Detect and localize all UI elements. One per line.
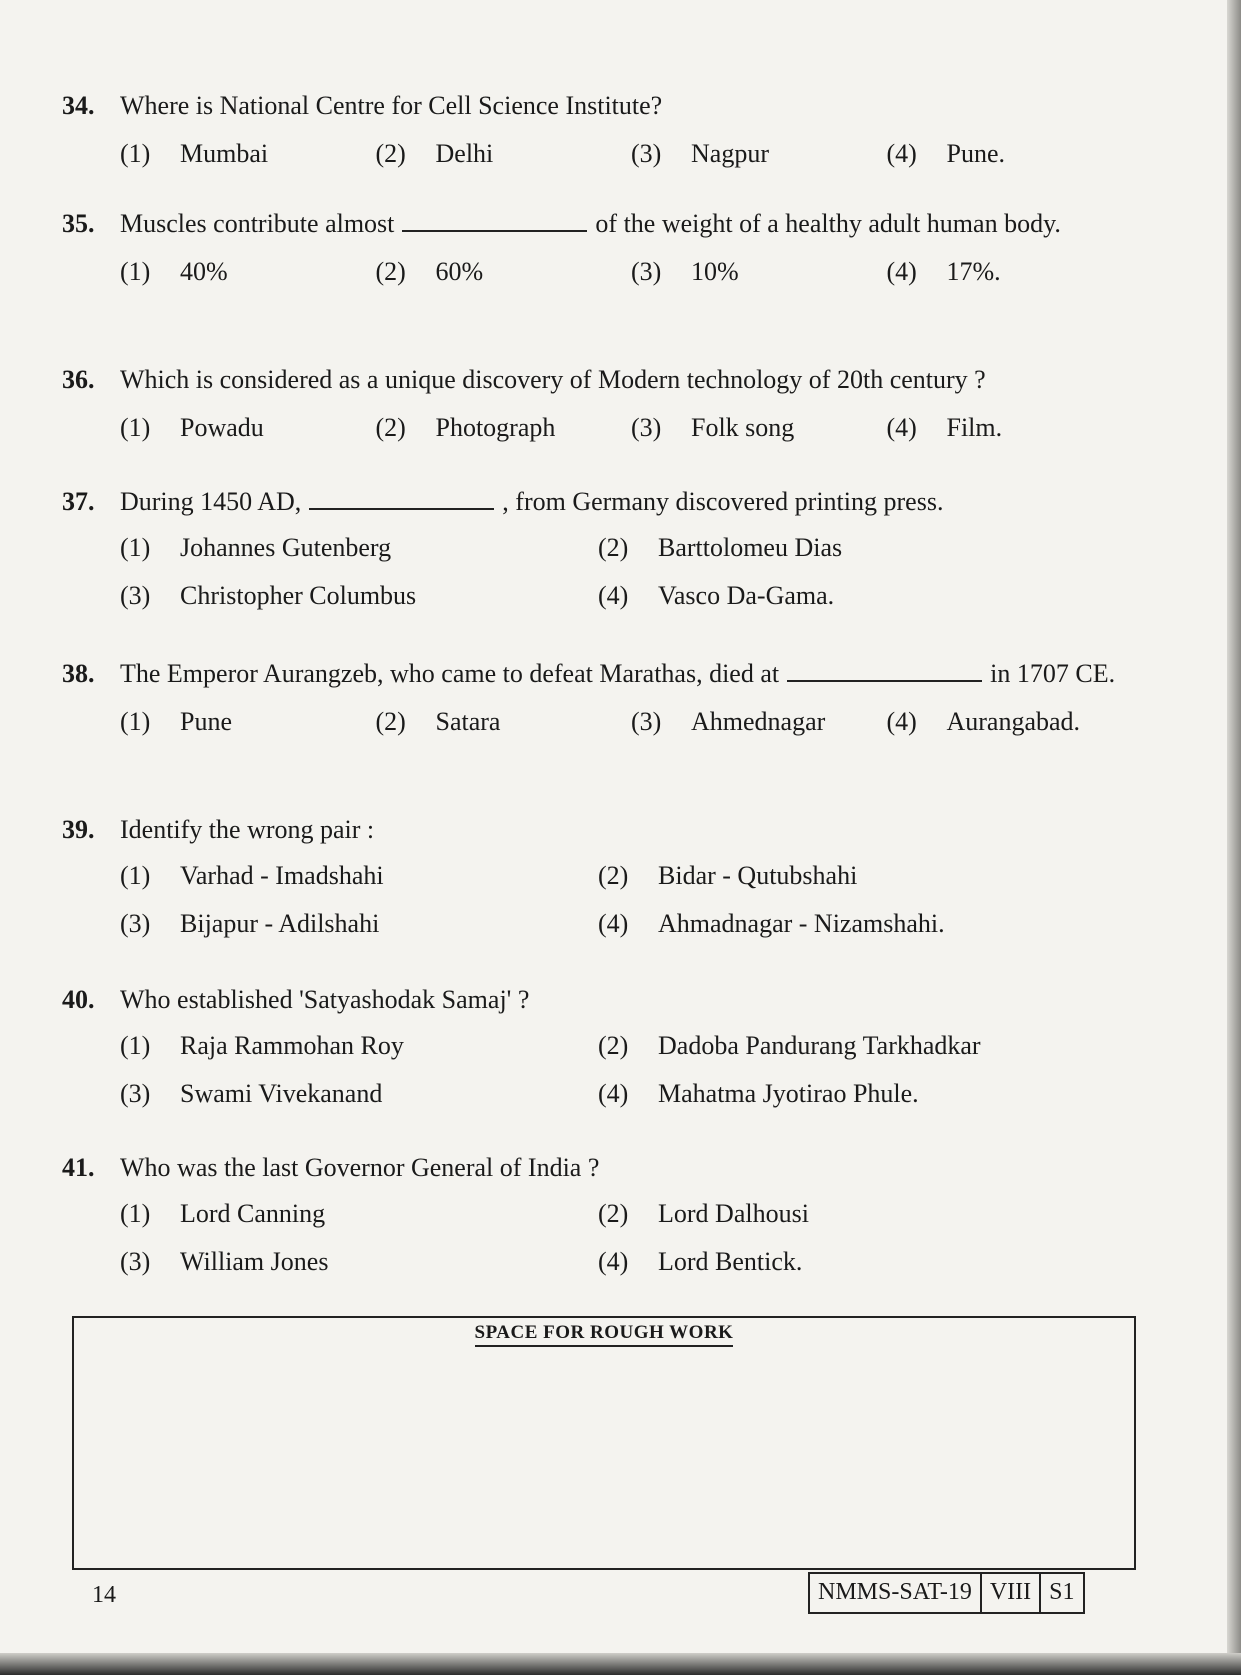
option-4: (4) Mahatma Jyotirao Phule.	[598, 1079, 919, 1108]
page-edge-shadow	[1227, 0, 1241, 1675]
option-2: (2) Lord Dalhousi	[598, 1199, 809, 1228]
page-bottom-shadow	[0, 1653, 1241, 1675]
answer-blank	[787, 660, 982, 682]
option-2: (2) Dadoba Pandurang Tarkhadkar	[598, 1031, 981, 1060]
question-number: 40.	[62, 985, 95, 1014]
paper-code-box	[808, 1572, 1085, 1614]
option-3: (3) 10%	[631, 257, 739, 286]
rough-work-area	[72, 1316, 1136, 1570]
rough-work-title: SPACE FOR ROUGH WORK	[74, 1322, 1134, 1344]
question-text: Identify the wrong pair :	[120, 815, 375, 844]
question-39	[62, 812, 1142, 942]
options	[120, 1196, 1142, 1280]
option-4: (4) Vasco Da-Gama.	[598, 581, 835, 610]
question-text: During 1450 AD, , from Germany discovered printing press.	[120, 487, 944, 516]
options	[120, 858, 1142, 942]
paper-set: S1	[1039, 1574, 1082, 1612]
option-3: (3) Nagpur	[631, 139, 769, 168]
question-41	[62, 1150, 1142, 1280]
question-text: Muscles contribute almost of the weight of a healthy adult human body.	[120, 209, 1061, 238]
option-4: (4) Pune.	[886, 139, 1005, 168]
option-4: (4) 17%.	[886, 257, 1001, 286]
option-1: (1) Lord Canning	[120, 1199, 326, 1228]
question-text: Who was the last Governor General of India ?	[120, 1153, 600, 1182]
option-2: (2) Delhi	[375, 139, 494, 168]
page-number: 14	[92, 1582, 116, 1608]
options	[120, 410, 1142, 446]
question-number: 35.	[62, 209, 95, 238]
option-1: (1) Raja Rammohan Roy	[120, 1031, 404, 1060]
options	[120, 704, 1142, 740]
question-text: Which is considered as a unique discovery of Modern technology of 20th century ?	[120, 365, 986, 394]
question-34	[62, 88, 1142, 172]
question-number: 37.	[62, 487, 95, 516]
option-4: (4) Aurangabad.	[886, 707, 1081, 736]
option-4: (4) Ahmadnagar - Nizamshahi.	[598, 909, 945, 938]
question-37	[62, 484, 1142, 614]
option-4: (4) Film.	[886, 413, 1003, 442]
option-1: (1) Powadu	[120, 413, 264, 442]
question-number: 39.	[62, 815, 95, 844]
answer-blank	[402, 210, 587, 232]
option-3: (3) Bijapur - Adilshahi	[120, 909, 380, 938]
option-3: (3) Swami Vivekanand	[120, 1079, 383, 1108]
option-2: (2) 60%	[375, 257, 484, 286]
option-3: (3) Folk song	[631, 413, 795, 442]
option-2: (2) Satara	[375, 707, 501, 736]
option-3: (3) William Jones	[120, 1247, 329, 1276]
question-text: Who established 'Satyashodak Samaj' ?	[120, 985, 530, 1014]
question-number: 34.	[62, 91, 95, 120]
option-1: (1) Mumbai	[120, 139, 269, 168]
option-1: (1) 40%	[120, 257, 228, 286]
options	[120, 254, 1142, 290]
option-3: (3) Ahmednagar	[631, 707, 826, 736]
paper-code: NMMS-SAT-19	[818, 1579, 972, 1605]
option-2: (2) Photograph	[375, 413, 556, 442]
question-text: Where is National Centre for Cell Science Institute?	[120, 91, 663, 120]
question-number: 36.	[62, 365, 95, 394]
paper-class: VIII	[980, 1574, 1039, 1612]
options	[120, 530, 1142, 614]
question-number: 41.	[62, 1153, 95, 1182]
option-2: (2) Bidar - Qutubshahi	[598, 861, 858, 890]
option-2: (2) Barttolomeu Dias	[598, 533, 843, 562]
option-1: (1) Pune	[120, 707, 232, 736]
question-38	[62, 656, 1142, 740]
option-1: (1) Varhad - Imadshahi	[120, 861, 384, 890]
options	[120, 1028, 1142, 1112]
answer-blank	[309, 488, 494, 510]
question-40	[62, 982, 1142, 1112]
question-text: The Emperor Aurangzeb, who came to defeat Marathas, died at in 1707 CE.	[120, 659, 1116, 688]
options	[120, 136, 1142, 172]
option-1: (1) Johannes Gutenberg	[120, 533, 392, 562]
option-4: (4) Lord Bentick.	[598, 1247, 803, 1276]
question-36	[62, 362, 1142, 446]
question-number: 38.	[62, 659, 95, 688]
question-35	[62, 206, 1142, 290]
option-3: (3) Christopher Columbus	[120, 581, 417, 610]
